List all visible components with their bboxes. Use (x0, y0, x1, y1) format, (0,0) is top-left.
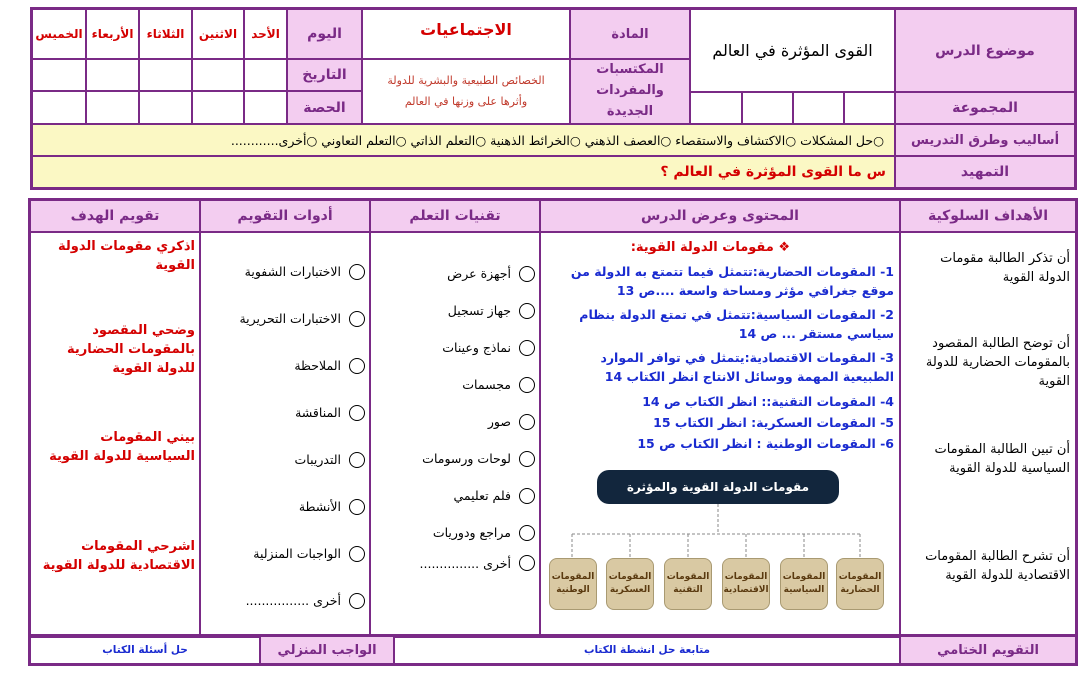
technique-item[interactable]: أخرى ............... (395, 551, 535, 575)
technique-item[interactable]: مجسمات (395, 366, 535, 403)
radio-circle-icon[interactable] (519, 414, 535, 430)
acquired-label: المكتسبات والمفردات الجديدة (570, 59, 690, 124)
group-cell[interactable] (793, 92, 844, 124)
homework-label: الواجب المنزلي (260, 636, 394, 664)
date-cell[interactable] (139, 59, 192, 91)
acquired-line: وأثرها على وزنها في العالم (404, 94, 528, 108)
technique-item[interactable]: مراجع ودوريات (395, 514, 535, 551)
homework-value: حل أسئلة الكتاب (30, 636, 260, 664)
technique-item[interactable]: لوحات ورسومات (395, 440, 535, 477)
radio-circle-icon[interactable] (349, 264, 365, 280)
radio-circle-icon[interactable] (519, 266, 535, 282)
intro-question: س ما القوى المؤثرة في العالم ؟ (32, 156, 895, 188)
content-item: 2- المقومات السياسية:تتمثل في تمتع الدولة بنظام سياسي مستقر ... ص 14 (579, 307, 894, 342)
radio-circle-icon[interactable] (349, 546, 365, 562)
tool-item[interactable]: الاختبارات التحريرية (220, 295, 365, 342)
group-cell[interactable] (742, 92, 793, 124)
content-item: 4- المقومات التقنية:: انظر الكتاب ص 14 (642, 394, 894, 409)
diagram-title: مقومات الدولة القوية والمؤثرة (597, 470, 839, 504)
assessment-item: اذكري مقومات الدولة القوية (58, 239, 195, 273)
tools-list (220, 248, 365, 624)
methods-label: أساليب وطرق التدريس (895, 124, 1075, 156)
date-cell[interactable] (86, 59, 139, 91)
radio-circle-icon[interactable] (519, 525, 535, 541)
radio-circle-icon[interactable] (349, 593, 365, 609)
col-tools: أدوات التقويم (200, 200, 370, 232)
period-cell[interactable] (32, 91, 86, 124)
diagram-node: المقومات السياسية (780, 558, 828, 610)
content-item: 1- المقومات الحضارية:تتمثل فيما تتمتع به الدولة من موقع جغرافي مؤثر ومساحة واسعة ....ص 13 (570, 264, 894, 299)
radio-circle-icon[interactable] (349, 358, 365, 374)
group-cell[interactable] (690, 92, 742, 124)
period-cell[interactable] (86, 91, 139, 124)
radio-circle-icon[interactable] (519, 555, 535, 571)
technique-item[interactable]: جهاز تسجيل (395, 292, 535, 329)
acquired-value (362, 59, 570, 124)
diagram-node: المقومات الاقتصادية (722, 558, 770, 610)
day-tuesday: الثلاثاء (139, 9, 192, 59)
col-objectives: الأهداف السلوكية (900, 200, 1076, 232)
day-label: اليوم (287, 9, 362, 59)
tool-item[interactable]: الأنشطة (220, 483, 365, 530)
day-monday: الاثنين (192, 9, 244, 59)
diagram-node: المقومات الحضارية (836, 558, 884, 610)
col-content: المحتوى وعرض الدرس (540, 200, 900, 232)
topic-label: موضوع الدرس (895, 9, 1075, 92)
assessment-item: بيني المقومات السياسية للدولة القوية (49, 430, 195, 464)
radio-circle-icon[interactable] (519, 377, 535, 393)
radio-circle-icon[interactable] (349, 405, 365, 421)
diagram-node: المقومات الوطنية (549, 558, 597, 610)
radio-circle-icon[interactable] (349, 452, 365, 468)
techniques-list (395, 255, 535, 575)
tool-item[interactable]: الاختبارات الشفوية (220, 248, 365, 295)
acquired-line: الخصائص الطبيعية والبشرية للدولة (387, 73, 545, 87)
date-label: التاريخ (287, 59, 362, 91)
period-label: الحصة (287, 91, 362, 124)
radio-circle-icon[interactable] (519, 340, 535, 356)
tool-item[interactable]: الملاحظة (220, 342, 365, 389)
radio-circle-icon[interactable] (349, 311, 365, 327)
technique-item[interactable]: أجهزة عرض (395, 255, 535, 292)
final-assessment-label: التقويم الختامي (900, 636, 1076, 664)
day-sunday: الأحد (244, 9, 287, 59)
diagram-node: المقومات العسكرية (606, 558, 654, 610)
diagram-connectors (540, 504, 900, 560)
technique-item[interactable]: نماذج وعينات (395, 329, 535, 366)
topic-value: القوى المؤثرة في العالم (690, 9, 895, 92)
radio-circle-icon[interactable] (519, 451, 535, 467)
radio-circle-icon[interactable] (519, 303, 535, 319)
intro-label: التمهيد (895, 156, 1075, 188)
day-wednesday: الأربعاء (86, 9, 139, 59)
content-heading: ❖ مقومات الدولة القوية: (630, 240, 790, 255)
date-cell[interactable] (244, 59, 287, 91)
group-label: المجموعة (895, 92, 1075, 124)
period-cell[interactable] (244, 91, 287, 124)
date-cell[interactable] (32, 59, 86, 91)
subject-label: المادة (570, 9, 690, 59)
tool-item[interactable]: الواجبات المنزلية (220, 530, 365, 577)
period-cell[interactable] (192, 91, 244, 124)
date-cell[interactable] (192, 59, 244, 91)
col-assessment: تقويم الهدف (30, 200, 200, 232)
assessment-item: وضحي المقصود بالمقومات الحضارية للدولة القوية (66, 323, 195, 376)
methods-list: ○حل المشكلات ○الاكتشاف والاستقصاء ○العصف الذهني ○الخرائط الذهنية ○التعلم الذاتي ○التعلم التعاوني ○أخرى............ (32, 124, 895, 156)
period-cell[interactable] (139, 91, 192, 124)
objective-item: أن توضح الطالبة المقصود بالمقومات الحضارية للدولة القوية (925, 336, 1070, 389)
radio-circle-icon[interactable] (349, 499, 365, 515)
day-thursday: الخميس (32, 9, 86, 59)
diagram-node: المقومات التقنية (664, 558, 712, 610)
final-assessment-value: متابعة حل انشطة الكتاب (394, 636, 900, 664)
tool-item[interactable]: أخرى ................ (220, 577, 365, 624)
subject-value: الاجتماعيات (362, 9, 570, 59)
technique-item[interactable]: فلم تعليمي (395, 477, 535, 514)
col-techniques: تقنيات التعلم (370, 200, 540, 232)
objective-item: أن تذكر الطالبة مقومات الدولة القوية (940, 251, 1070, 285)
radio-circle-icon[interactable] (519, 488, 535, 504)
objective-item: أن تبين الطالبة المقومات السياسية للدولة القوية (934, 442, 1070, 476)
content-item: 3- المقومات الاقتصادية:يتمثل في توافر الموارد الطبيعية المهمة ووسائل الانتاج انظر الكتاب 14 (600, 350, 894, 385)
content-item: 5- المقومات العسكرية: انظر الكتاب 15 (653, 415, 894, 430)
objective-item: أن تشرح الطالبة المقومات الاقتصادية للدولة القوية (925, 549, 1070, 583)
group-cell[interactable] (844, 92, 895, 124)
content-item: 6- المقومات الوطنية : انظر الكتاب ص 15 (637, 436, 894, 451)
assessment-item: اشرحي المقومات الاقتصادية للدولة القوية (42, 539, 195, 573)
technique-item[interactable]: صور (395, 403, 535, 440)
tool-item[interactable]: التدريبات (220, 436, 365, 483)
footer-frame (28, 634, 1078, 666)
tool-item[interactable]: المناقشة (220, 389, 365, 436)
